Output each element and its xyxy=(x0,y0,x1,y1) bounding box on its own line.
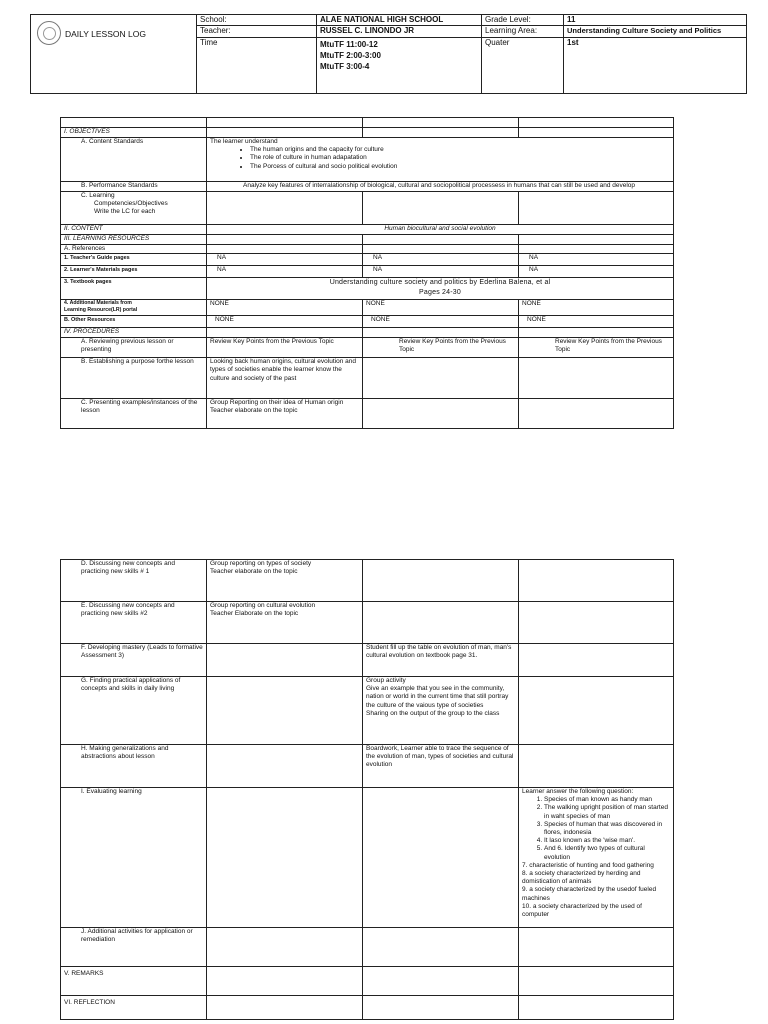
group-activity-text: Group activity xyxy=(366,677,406,684)
grade-level-value: 11 xyxy=(564,15,747,26)
learners-materials-value: NA xyxy=(207,266,363,278)
content-text: Human biocultural and social evolution xyxy=(207,225,674,235)
competencies-line-1: C. Learning xyxy=(81,192,115,199)
time-slot-3: MtuTF 3:00-4 xyxy=(320,61,370,71)
textbook-pages-value: Pages 24-30 xyxy=(419,289,461,297)
school-value: ALAE NATIONAL HIGH SCHOOL xyxy=(317,15,482,26)
content-heading: II. CONTENT xyxy=(61,225,207,235)
discussing-2-cell xyxy=(207,602,363,644)
review-value: Review Key Points from the Previous Topic xyxy=(207,338,363,358)
evaluation-intro: Learner answer the following question: xyxy=(522,788,634,795)
other-resources-label: B. Other Resources xyxy=(61,316,207,328)
header-block xyxy=(30,14,747,94)
teachers-guide-value: NA xyxy=(363,254,519,266)
time-label: Time xyxy=(197,37,317,93)
daily-lesson-log-title: DAILY LESSON LOG xyxy=(65,29,146,39)
deped-seal-logo xyxy=(37,21,61,45)
remarks-heading: V. REMARKS xyxy=(61,967,207,996)
evaluation-question-7: 7. characteristic of hunting and food gathering xyxy=(522,861,654,869)
time-slot-1: MtuTF 11:00-12 xyxy=(320,39,378,49)
evaluation-question-8: 8. a society characterized by herding and domistication of animals xyxy=(522,870,641,886)
additional-activities-label: J. Additional activities for application or remediation xyxy=(61,928,207,967)
content-standards-label: A. Content Standards xyxy=(61,138,207,182)
other-resources-value: NONE xyxy=(363,316,519,328)
lr-portal-label xyxy=(61,300,207,316)
learning-resources-heading: III. LEARNING RESOURCES xyxy=(61,235,207,245)
presenting-line-1: Group Reporting on their idea of Human origin xyxy=(210,399,344,407)
developing-mastery-text: Student fill up the table on evolution of man, man's cultural evolution on textbook page 31. xyxy=(363,644,519,677)
textbook-pages-label: 3. Textbook pages xyxy=(61,278,207,300)
learners-materials-label: 2. Learner's Materials pages xyxy=(61,266,207,278)
presenting-cell xyxy=(207,399,363,429)
discussing-2-line-1: Group reporting on cultural evolution xyxy=(210,602,316,609)
developing-mastery-label: F. Developing mastery (Leads to formative Assessment 3) xyxy=(61,644,207,677)
content-standard-item: • The role of culture in human adapatation xyxy=(250,154,670,162)
evaluation-question-9: 9. a society characterized by the usedof fueled machines xyxy=(522,886,657,902)
sharing-output-text: Sharing on the output of the group to the class xyxy=(366,709,500,717)
evaluation-question: 5. And 6. Identify two types of cultural evolution xyxy=(544,845,670,861)
textbook-title: Understanding culture society and politics by Ederlina Balena, et al xyxy=(329,279,551,287)
practical-applications-cell xyxy=(363,677,519,745)
lesson-table-2 xyxy=(60,559,674,1020)
learners-materials-value: NA xyxy=(519,266,674,278)
presenting-line-2: Teacher elaborate on the topic xyxy=(210,407,298,415)
teachers-guide-value: NA xyxy=(519,254,674,266)
teachers-guide-value: NA xyxy=(207,254,363,266)
performance-standards-text: Analyze key features of interralationship of biological, cultural and sociopolitical processess in humans that can still be used and develop xyxy=(207,182,674,192)
learners-materials-value: NA xyxy=(363,266,519,278)
practical-applications-label: G. Finding practical applications of concepts and skills in daily living xyxy=(61,677,207,745)
discussing-1-cell xyxy=(207,560,363,602)
school-label: School: xyxy=(197,15,317,26)
review-value: Review Key Points from the Previous Topic xyxy=(519,338,674,358)
content-standards-cell xyxy=(207,138,674,182)
other-resources-value: NONE xyxy=(519,316,674,328)
evaluation-question-10: 10. a society characterized by the used of computer xyxy=(522,902,642,919)
logo-cell xyxy=(31,15,197,94)
lr-portal-value: NONE xyxy=(207,300,363,316)
textbook-cell xyxy=(207,278,674,300)
purpose-text: Looking back human origins, cultural evolution and types of societies enable the learner know the culture and society of the past xyxy=(207,358,363,399)
quarter-value: 1st xyxy=(564,37,747,93)
other-resources-value: NONE xyxy=(207,316,363,328)
lr-portal-line-1: 4. Additional Materials from xyxy=(64,300,132,307)
competencies-line-3: Write the LC for each xyxy=(94,208,156,216)
lr-portal-value: NONE xyxy=(519,300,674,316)
lr-portal-value: NONE xyxy=(363,300,519,316)
discussing-1-line-2: Teacher elaborate on the topic xyxy=(210,568,298,576)
teacher-value: RUSSEL C. LINONDO JR xyxy=(317,26,482,37)
generalizations-text: Boardwork, Learner able to trace the sequence of the evolution of man, types of societies and cultural evolution xyxy=(363,745,519,788)
discussing-concepts-2-label: E. Discussing new concepts and practicing new skills #2 xyxy=(61,602,207,644)
evaluation-question: 2. The walking upright position of man started in waht species of man xyxy=(544,804,670,820)
learning-competencies-label xyxy=(61,192,207,225)
time-slot-2: MtuTF 2:00-3:00 xyxy=(320,50,381,60)
lr-portal-line-2: Learning Resource(LR) portal xyxy=(64,306,138,313)
content-standard-item: • The human origins and the capacity for culture xyxy=(250,146,670,154)
teacher-label: Teacher: xyxy=(197,26,317,37)
learning-area-label: Learning Area: xyxy=(482,26,564,37)
discussing-1-line-1: Group reporting on types of society xyxy=(210,560,312,567)
performance-standards-label: B. Performance Standards xyxy=(61,182,207,192)
grade-level-label: Grade Level: xyxy=(482,15,564,26)
generalizations-label: H. Making generalizations and abstractions about lesson xyxy=(61,745,207,788)
lesson-table-1 xyxy=(60,117,674,429)
evaluating-learning-label: I. Evaluating learning xyxy=(61,788,207,928)
references-label: A. References xyxy=(61,245,207,254)
discussing-concepts-1-label: D. Discussing new concepts and practicing new skills # 1 xyxy=(61,560,207,602)
review-value: Review Key Points from the Previous Topic xyxy=(363,338,519,358)
presenting-examples-label: C. Presenting examples/instances of the lesson xyxy=(61,399,207,429)
reviewing-previous-lesson-label: A. Reviewing previous lesson or presenting xyxy=(61,338,207,358)
procedures-heading: IV. PROCEDURES xyxy=(61,328,207,338)
time-values xyxy=(317,37,482,93)
teachers-guide-label: 1. Teacher's Guide pages xyxy=(61,254,207,266)
reflection-heading: VI. REFLECTION xyxy=(61,996,207,1020)
objectives-heading: I. OBJECTIVES xyxy=(61,128,207,138)
example-prompt-text: Give an example that you see in the community, nation or world in the current time that still portray the culture of the vaious type of societies xyxy=(366,685,509,709)
discussing-2-line-2: Teacher Elaborate on the topic xyxy=(210,610,299,618)
evaluation-question: 3. Species of human that was discovered in flores, indonesia xyxy=(544,821,670,837)
header-table xyxy=(30,14,747,94)
quarter-label: Quater xyxy=(482,37,564,93)
competencies-line-2: Competencies/Objectives xyxy=(94,200,168,208)
learner-understand-text: The learner understand xyxy=(210,138,278,145)
content-standard-item: • The Porcess of cultural and socio political evolution xyxy=(250,163,670,171)
learning-area-value: Understanding Culture Society and Politics xyxy=(564,26,747,37)
establishing-purpose-label: B. Establishing a purpose forthe lesson xyxy=(61,358,207,399)
evaluating-learning-cell xyxy=(519,788,674,928)
evaluation-question: 4. It laso known as the 'wise man'. xyxy=(544,837,670,845)
evaluation-question: 1. Species of man known as handy man xyxy=(544,796,670,804)
